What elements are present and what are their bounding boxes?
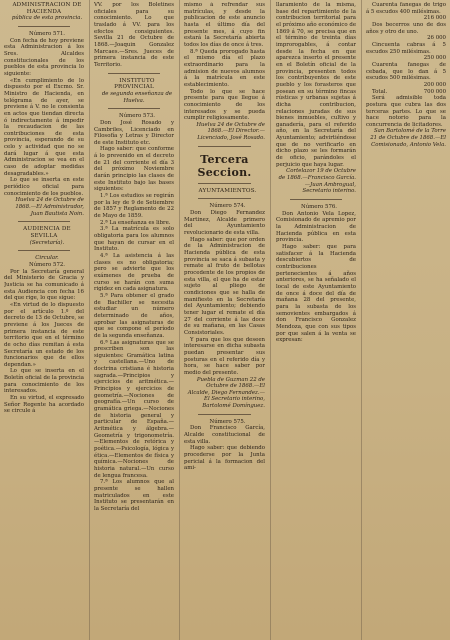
paragraph: Hago saber: que para satisfacer á la Hacienda descubiertos de contribuciones pertenecientes á años anteriores, se ha señalado el local de este Ayuntamiento de once á doce del día de mañana 28 del presente, para la subasta de los semovientes embargados á don Francisco Gonzalez Mendoza, que con sus tipos por que salen á la venta se expresan: <box>276 243 356 344</box>
paragraph: Don Francisco García, Alcalde constitucional de esta villa. <box>184 425 265 445</box>
paragraph: Y para que los que deseen interesarse en dicha subasta puedan presentar sus posturas en el referido día y hora, se hace saber por medio del presente. <box>184 336 265 376</box>
paragraph: Hago saber: que conforme á lo prevenido en el decreto de 21 del corriente el día 3 del próximo Noviembre darán principio las clases de este Instituto bajo las bases siguientes: <box>94 146 174 193</box>
notice-number: Número 571. <box>28 30 66 37</box>
column-divider <box>89 0 90 640</box>
signature: Puebla de Guzman 22 de Octubre de 1868.—El Alcalde, Diego Fernandez.—El Secretario interino, Bartolomé Domínguez. <box>187 376 265 410</box>
signature: Huelva 24 de Octubre de 1868.—El Director.—Licenciado, José Rosado. <box>196 121 265 142</box>
section-subheading: de segunda enseñanza de Huelva. <box>101 90 173 104</box>
paragraph: VV. por los Boletines oficiales para su conocimiento. Lo que traslado á VV. para los efectos consiguientes. Sevilla 21 de Octubre de 1868.—Joaquin Gonzalez Marcaes.—Sres. Jueces de primera instancia de este Territorio. <box>94 2 174 68</box>
section-label: Circular. <box>35 255 59 262</box>
paragraph: 7.ª Los alumnos que al presente se hallen matriculados en este Instituto se presentarán en la Secretaría del <box>94 479 174 512</box>
divider <box>290 199 342 200</box>
divider <box>18 250 70 251</box>
paragraph: Por la Secretaría general del Ministerio de Gracia y Justicia se ha comunicado á esta Audiencia con fecha 16 del que rige, lo que sigue: <box>4 268 84 302</box>
column-divider <box>270 0 271 640</box>
paragraph: «En cumplimiento de lo dispuesto por el Excmo. Sr. Ministro de Hacienda, en telégrama de ayer, se previene á V. no le consienta en actos que tiendan directa ó indirectamente á impedir la recaudacion de las contribuciones de esta provincia, esperando de su celo y actividad que no se dará lugar á que esta Administracion se vea en el caso de adoptar medidas desagradables.» <box>4 77 84 177</box>
auction-item: Cuarenta fanegas de cebada, que lo dan á 5 escudos 500 milésimas. <box>366 61 446 82</box>
paragraph: En su virtud, el expresado Señor Regente ha acordado se circule á <box>4 395 84 415</box>
auction-amount <box>366 15 446 22</box>
column-4 <box>276 2 356 636</box>
signature: Huelva 24 de Octubre de 1868.—El Administrador, Juan Bautista Noin. <box>15 197 84 217</box>
column-1 <box>4 2 84 636</box>
divider <box>198 198 251 199</box>
auction-item: Dos becerros uno de dos años y otro de uno. <box>366 21 446 35</box>
section-heading: AYUNTAMIENTOS. <box>198 187 257 194</box>
section-heading: INSTITUTO PROVINCIAL <box>114 77 155 91</box>
notice-number: Número 575. <box>209 418 246 425</box>
paragraph: 8.ª Queda prorogado hasta el mismo día el plazo extraordinario para la admision de nuevos alumnos á la matrícula en este establecimiento. <box>184 48 265 88</box>
paragraph: 4.ª La asistencia á las clases es no obligatoria; pero se advierte que los exámenes de prueba de curso se harán con suma rigidez en cada asignatura. <box>94 252 174 293</box>
notice-number: Número 574. <box>209 203 246 210</box>
paragraph: Con fecha de hoy previene esta Administracion á los Sres. Alcaldes constitucionales de los pueblos de esta provincia lo siguiente: <box>4 37 84 77</box>
divider <box>18 26 70 27</box>
amount-value: 200 000 <box>423 81 446 88</box>
paragraph: 2.ª La enseñanza es libre. <box>100 219 171 226</box>
paragraph: «En virtud de lo dispuesto por el artículo 1.º del decreto de 13 de Octubre, se previene á los Jueces de primera instancia de este territorio que en el término de ocho días remitan á esta Secretaría un estado de los funcionarios que de ellos dependan.» <box>4 301 84 368</box>
divider <box>108 73 160 74</box>
divider <box>198 146 251 147</box>
section-heading: ADMINISTRACION DE HACIENDA <box>12 2 82 15</box>
paragraph: Lo que se inserta en el Boletín oficial de la provincia para conocimiento de los interesados. <box>4 368 84 395</box>
paragraph: mismo á refrendar sus matrículas, y desde la publicacion de este anuncio hasta el último día del presente mes, á cuyo fin estará la Secretaría abierta todos los días de once á tres. <box>184 2 265 48</box>
section-subheading: pública de esta provincia. <box>11 15 83 22</box>
total-label: Total. <box>372 88 388 95</box>
paragraph: Todo lo que se hace presente para que llegue á conocimiento de los interesados y se pueda cumplir religiosamente. <box>184 88 265 122</box>
divider <box>198 183 251 184</box>
paragraph: 5.ª Para obtener el grado de Bachiller se necesita estudiar un número determinado de años, aprobar las asignaturas de que se compone el período de la segunda enseñanza. <box>94 292 174 339</box>
notice-number: Número 573. <box>118 113 156 120</box>
divider <box>18 221 70 222</box>
paragraph: 1.ª Los estudios se regirán por la ley de 9 de Setiembre de 1857 y Reglamento de 22 de Mayo de 1859. <box>94 193 174 220</box>
column-divider <box>361 0 362 640</box>
paragraph: 6.ª Las asignaturas que se prescriben son las siguientes: Gramática latina y castellana.—Uno de doctrina cristiana é historia sagrada.—Principios y ejercicios de aritmética.—Principios y ejercicios de geometría.—Nociones de geografía.—Un curso de gramática griega.—Nociones de historia general y particular de España.—Aritmética y álgebra.—Geometría y trigonometría.—Elementos de retórica y poética.—Psicología, lógica y ética.—Elementos de física y química.—Nociones de historia natural.—Un curso de lengua francesa. <box>94 339 174 479</box>
paragraph: llaramiento de la misma, base del repartimiento de la contribucion territorial para el próximo año económico de 1869 á 70, se precisa que en el término de treinta días improrogables, á contar desde la fecha en que aparezca inserto el presente en el Boletín oficial de la provincia, presenten todos los contribuyentes de este pueblo y los forasteros que posean en su término fincas rústicas y urbanas sujetas á dicha contribucion, relaciones juradas de sus bienes inmuebles, cultivo y ganadería, para el referido año, en la Secretaría del Ayuntamiento; advirtiéndose que de no verificarlo en dicho plazo se les formarán de oficio, parándoles el perjuicio que haya lugar. <box>276 2 356 168</box>
paragraph: Será admisible toda postura que cubra las dos terceras partes. Lo que se hace notorio para la concurrencia de licitadores. <box>366 95 446 128</box>
column-5 <box>366 2 446 636</box>
section-heading: AUDIENCIA DE SEVILLA <box>23 226 71 239</box>
amount-value: 216 000 <box>423 15 446 22</box>
section-title: Tercera Seccion. <box>197 152 252 179</box>
column-3 <box>184 2 265 636</box>
paragraph: Don José Rosado y Cambriles, Licenciado en Filosofía y Letras y Director de este Instituto etc. <box>94 119 174 146</box>
amount-value: 250 000 <box>423 55 446 62</box>
section-subheading: (Secretaría). <box>29 239 65 246</box>
paragraph: Don Diego Fernandez Martinez, Alcalde primero del Ayuntamiento revolucionario de esta villa. <box>184 210 265 237</box>
auction-amount <box>366 35 446 42</box>
paragraph: Lo que se inserta en este periódico oficial para conocimiento de los pueblos. <box>4 177 84 197</box>
column-2 <box>94 2 174 636</box>
signature: San Bartolomé de la Torre 21 de Octubre de 1868.—El Comisionado, Antonio Vela. <box>370 128 446 148</box>
paragraph: Don Antonio Vela Lopez, Comisionado de apremio por la Administracion de Hacienda pública en esta provincia. <box>276 210 356 244</box>
auction-item: Cuarenta fanegas de trigo á 5 escudos 400 milésimas. <box>366 2 446 15</box>
paragraph: Hago saber: que por orden de la Administracion de Hacienda pública de esta provincia se saca á subasta y remate al fruto de bellotas procedente de los propios de esta villa, el que ha de estar sujeto al pliego de condiciones que se halla de manifiesto en la Secretaría del Ayuntamiento; debiendo tener lugar el remate el día 27 del corriente á las doce de su mañana, en las Casas Consistoriales. <box>184 236 265 336</box>
column-divider <box>179 0 180 640</box>
signature: Cortelazor 19 de Octubre de 1868.—Francisco García.—Juan Ambrogual, Secretario interino. <box>278 168 356 195</box>
divider <box>108 108 160 109</box>
paragraph: 3.ª La matrícula es solo obligatoria para los alumnos que hayan de cursar en el Instituto. <box>94 226 174 253</box>
auction-amount <box>366 55 446 62</box>
total-value: 700 000 <box>423 88 446 95</box>
paragraph: Hago saber: que debiendo procederse por la Junta pericial á la formacion del ami- <box>184 445 265 472</box>
amount-value: 26 000 <box>427 35 446 42</box>
auction-amount <box>366 82 446 89</box>
divider <box>198 414 251 415</box>
auction-item: Cincuenta cabras á 5 escudos 250 milésimas. <box>366 41 446 55</box>
notice-number: Número 572. <box>28 261 66 268</box>
notice-number: Número 576. <box>300 204 338 211</box>
